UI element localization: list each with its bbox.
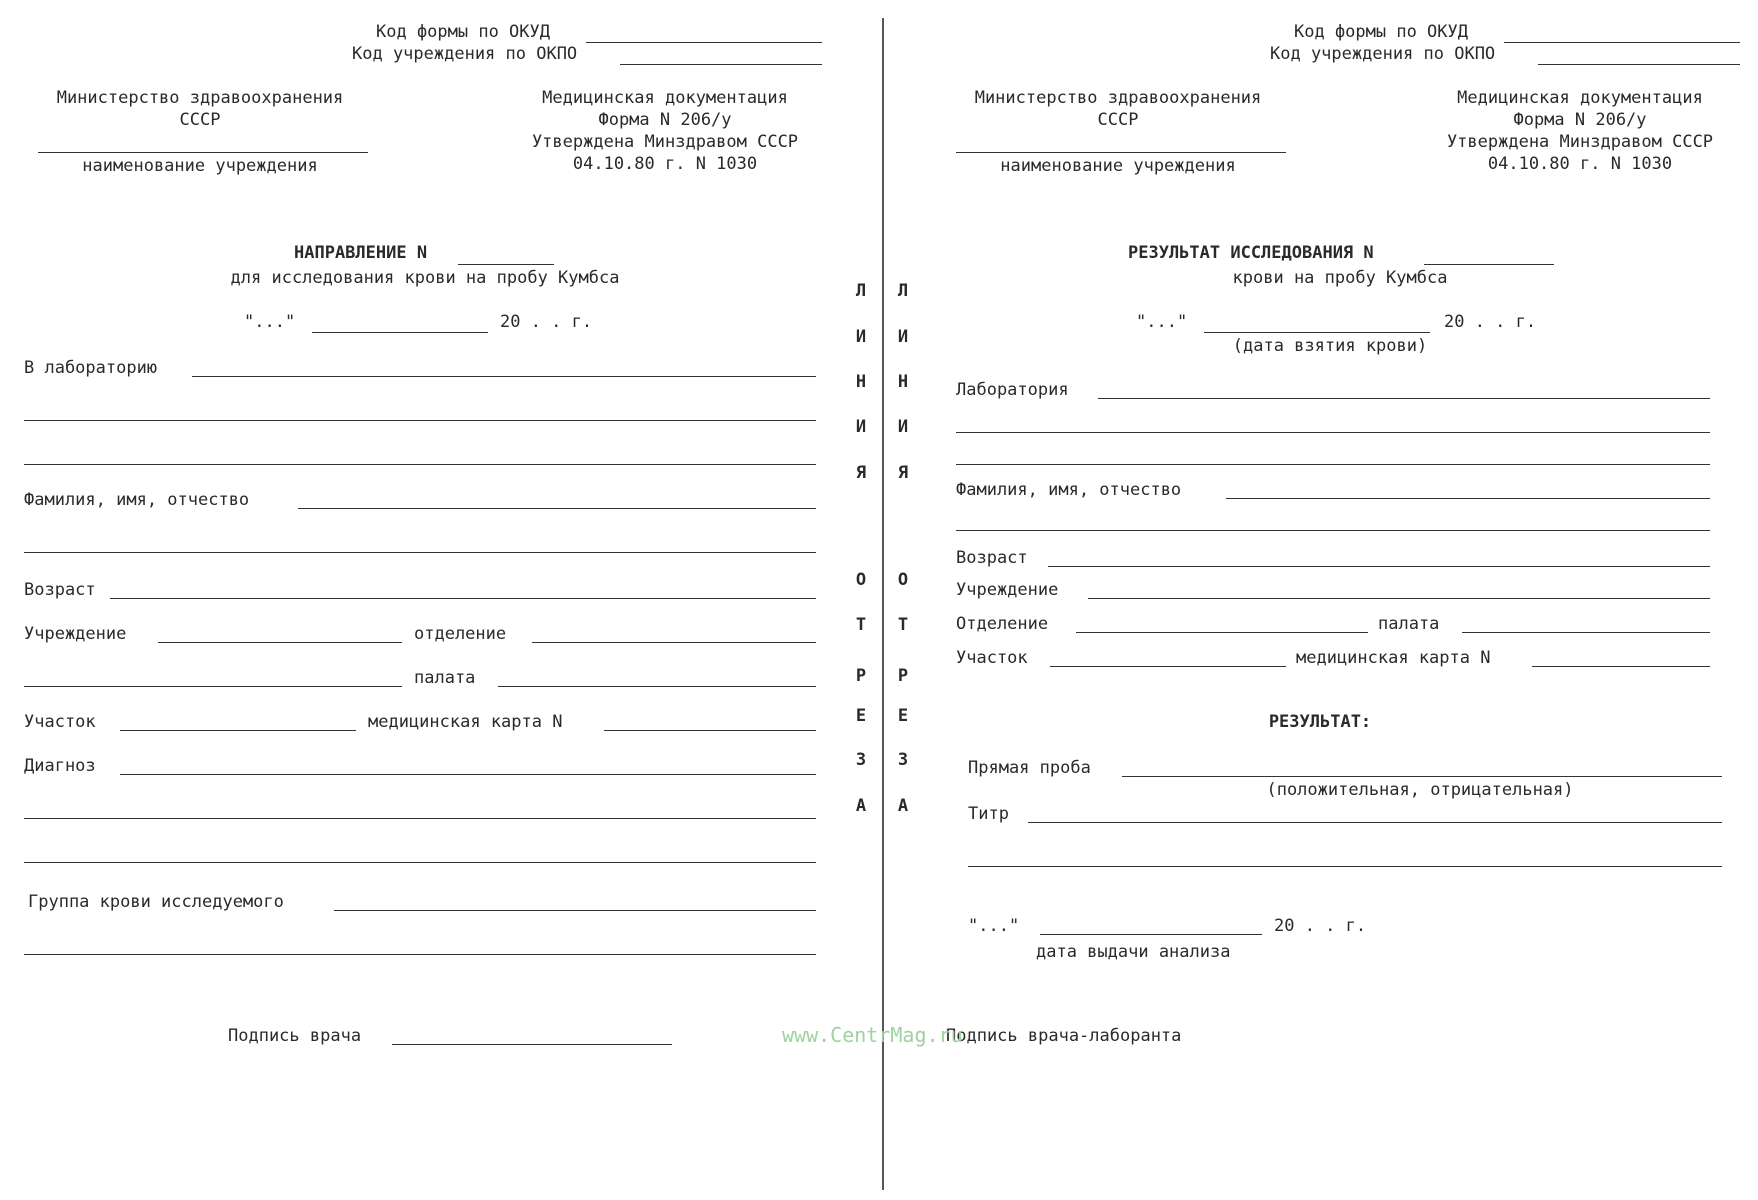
fio-label: Фамилия, имя, отчество: [24, 490, 250, 510]
fio-field-line2[interactable]: [956, 530, 1710, 531]
district-field[interactable]: [120, 730, 356, 731]
cut-letter: И: [855, 327, 867, 347]
meddoc-line1: Медицинская документация: [542, 88, 788, 108]
department-label: отделение: [414, 624, 507, 644]
meddoc-line3: Утверждена Минздравом СССР: [1446, 132, 1714, 152]
institution-label: Учреждение: [24, 624, 127, 644]
direct-test-label: Прямая проба: [968, 758, 1091, 778]
cut-letter: Я: [855, 463, 867, 483]
result-heading: РЕЗУЛЬТАТ:: [1268, 712, 1372, 732]
issue-date-field[interactable]: [1040, 934, 1262, 935]
lab-field-line3[interactable]: [956, 464, 1710, 465]
lab-field[interactable]: [192, 376, 816, 377]
doctor-signature-label: Подпись врача: [228, 1026, 362, 1046]
department-field[interactable]: [532, 642, 816, 643]
institution-field-line2[interactable]: [24, 686, 402, 687]
ministry-line2: СССР: [179, 110, 221, 130]
direct-test-caption: (положительная, отрицательная): [1266, 780, 1574, 800]
issue-date-quote: "...": [968, 916, 1020, 936]
fio-field[interactable]: [1226, 498, 1710, 499]
cut-letter: И: [897, 417, 909, 437]
lab-field-line2[interactable]: [956, 432, 1710, 433]
issue-date-year: 20 . . г.: [1274, 916, 1367, 936]
department-label: Отделение: [956, 614, 1049, 634]
date-field[interactable]: [312, 332, 488, 333]
cut-letter: И: [855, 417, 867, 437]
diagnosis-field[interactable]: [120, 774, 816, 775]
okud-label: Код формы по ОКУД: [376, 22, 550, 42]
institution-name-field[interactable]: [38, 152, 368, 153]
cut-letter: Т: [855, 615, 867, 635]
cut-letter: А: [855, 796, 867, 816]
ministry-line1: Министерство здравоохранения: [56, 88, 344, 108]
cut-letter: Т: [897, 615, 909, 635]
institution-field[interactable]: [158, 642, 402, 643]
blood-group-field-line2[interactable]: [24, 954, 816, 955]
institution-name-field[interactable]: [956, 152, 1286, 153]
doctor-signature-field[interactable]: [392, 1044, 672, 1045]
cut-letter: А: [897, 796, 909, 816]
meddoc-line2: Форма N 206/у: [1513, 110, 1647, 130]
page-divider: [882, 18, 884, 1190]
diagnosis-field-line3[interactable]: [24, 862, 816, 863]
cut-letter: И: [897, 327, 909, 347]
ward-field[interactable]: [498, 686, 816, 687]
cut-letter: Л: [897, 281, 909, 301]
cut-letter: Е: [855, 706, 867, 726]
medical-card-field[interactable]: [604, 730, 816, 731]
lab-doctor-signature-label: Подпись врача-лаборанта: [946, 1026, 1182, 1046]
blood-group-field[interactable]: [334, 910, 816, 911]
okpo-label: Код учреждения по ОКПО: [1270, 44, 1496, 64]
cut-letter: З: [897, 750, 909, 770]
date-caption: (дата взятия крови): [1232, 336, 1428, 356]
blood-group-label: Группа крови исследуемого: [28, 892, 284, 912]
form-title: НАПРАВЛЕНИЕ N: [294, 243, 428, 263]
fio-field[interactable]: [298, 508, 816, 509]
medical-card-label: медицинская карта N: [1296, 648, 1491, 668]
cut-letter: З: [855, 750, 867, 770]
date-year: 20 . . г.: [500, 312, 593, 332]
cut-letter: Р: [897, 666, 909, 686]
medical-card-label: медицинская карта N: [368, 712, 563, 732]
okpo-field[interactable]: [620, 64, 822, 65]
lab-field-line3[interactable]: [24, 464, 816, 465]
blood-taken-date-field[interactable]: [1204, 332, 1430, 333]
cut-letter: О: [897, 570, 909, 590]
okud-field[interactable]: [586, 42, 822, 43]
cut-letter: Е: [897, 706, 909, 726]
lab-field-line2[interactable]: [24, 420, 816, 421]
date-year: 20 . . г.: [1444, 312, 1537, 332]
institution-label: Учреждение: [956, 580, 1059, 600]
titer-label: Титр: [968, 804, 1009, 824]
lab-field[interactable]: [1098, 398, 1710, 399]
meddoc-line3: Утверждена Минздравом СССР: [531, 132, 799, 152]
meddoc-line1: Медицинская документация: [1457, 88, 1703, 108]
district-label: Участок: [24, 712, 96, 732]
institution-caption: наименование учреждения: [1000, 156, 1236, 176]
form-subtitle: крови на пробу Кумбса: [1232, 268, 1448, 288]
meddoc-line4: 04.10.80 г. N 1030: [1487, 154, 1673, 174]
ward-field[interactable]: [1462, 632, 1710, 633]
ministry-line1: Министерство здравоохранения: [974, 88, 1262, 108]
diagnosis-label: Диагноз: [24, 756, 96, 776]
age-field[interactable]: [1048, 566, 1710, 567]
date-quote: "...": [1136, 312, 1188, 332]
district-field[interactable]: [1050, 666, 1286, 667]
titer-field[interactable]: [1028, 822, 1722, 823]
cut-letter: Я: [897, 463, 909, 483]
age-field[interactable]: [110, 598, 816, 599]
fio-field-line2[interactable]: [24, 552, 816, 553]
fio-label: Фамилия, имя, отчество: [956, 480, 1182, 500]
lab-label: В лабораторию: [24, 358, 158, 378]
cut-letter: О: [855, 570, 867, 590]
age-label: Возраст: [24, 580, 96, 600]
cut-letter: Л: [855, 281, 867, 301]
issue-date-caption: дата выдачи анализа: [1036, 942, 1231, 962]
lab-label: Лаборатория: [956, 380, 1069, 400]
titer-field-line2[interactable]: [968, 866, 1722, 867]
okud-label: Код формы по ОКУД: [1294, 22, 1468, 42]
cut-letter: Н: [897, 372, 909, 392]
department-field[interactable]: [1076, 632, 1368, 633]
cut-letter: Р: [855, 666, 867, 686]
medical-card-field[interactable]: [1532, 666, 1710, 667]
diagnosis-field-line2[interactable]: [24, 818, 816, 819]
district-label: Участок: [956, 648, 1028, 668]
result-number-field[interactable]: [1424, 264, 1554, 265]
watermark-text: www.CentrMag.ru: [782, 1023, 963, 1047]
okud-field[interactable]: [1504, 42, 1740, 43]
okpo-label: Код учреждения по ОКПО: [352, 44, 578, 64]
ministry-line2: СССР: [1097, 110, 1139, 130]
ward-label: палата: [414, 668, 476, 688]
age-label: Возраст: [956, 548, 1028, 568]
cut-letter: Н: [855, 372, 867, 392]
form-subtitle: для исследования крови на пробу Кумбса: [230, 268, 620, 288]
meddoc-line2: Форма N 206/у: [598, 110, 732, 130]
institution-field[interactable]: [1088, 598, 1710, 599]
meddoc-line4: 04.10.80 г. N 1030: [572, 154, 758, 174]
referral-number-field[interactable]: [458, 264, 554, 265]
ward-label: палата: [1378, 614, 1440, 634]
okpo-field[interactable]: [1538, 64, 1740, 65]
direct-test-field[interactable]: [1122, 776, 1722, 777]
date-quote: "...": [244, 312, 296, 332]
form-title: РЕЗУЛЬТАТ ИССЛЕДОВАНИЯ N: [1128, 243, 1374, 263]
institution-caption: наименование учреждения: [82, 156, 318, 176]
